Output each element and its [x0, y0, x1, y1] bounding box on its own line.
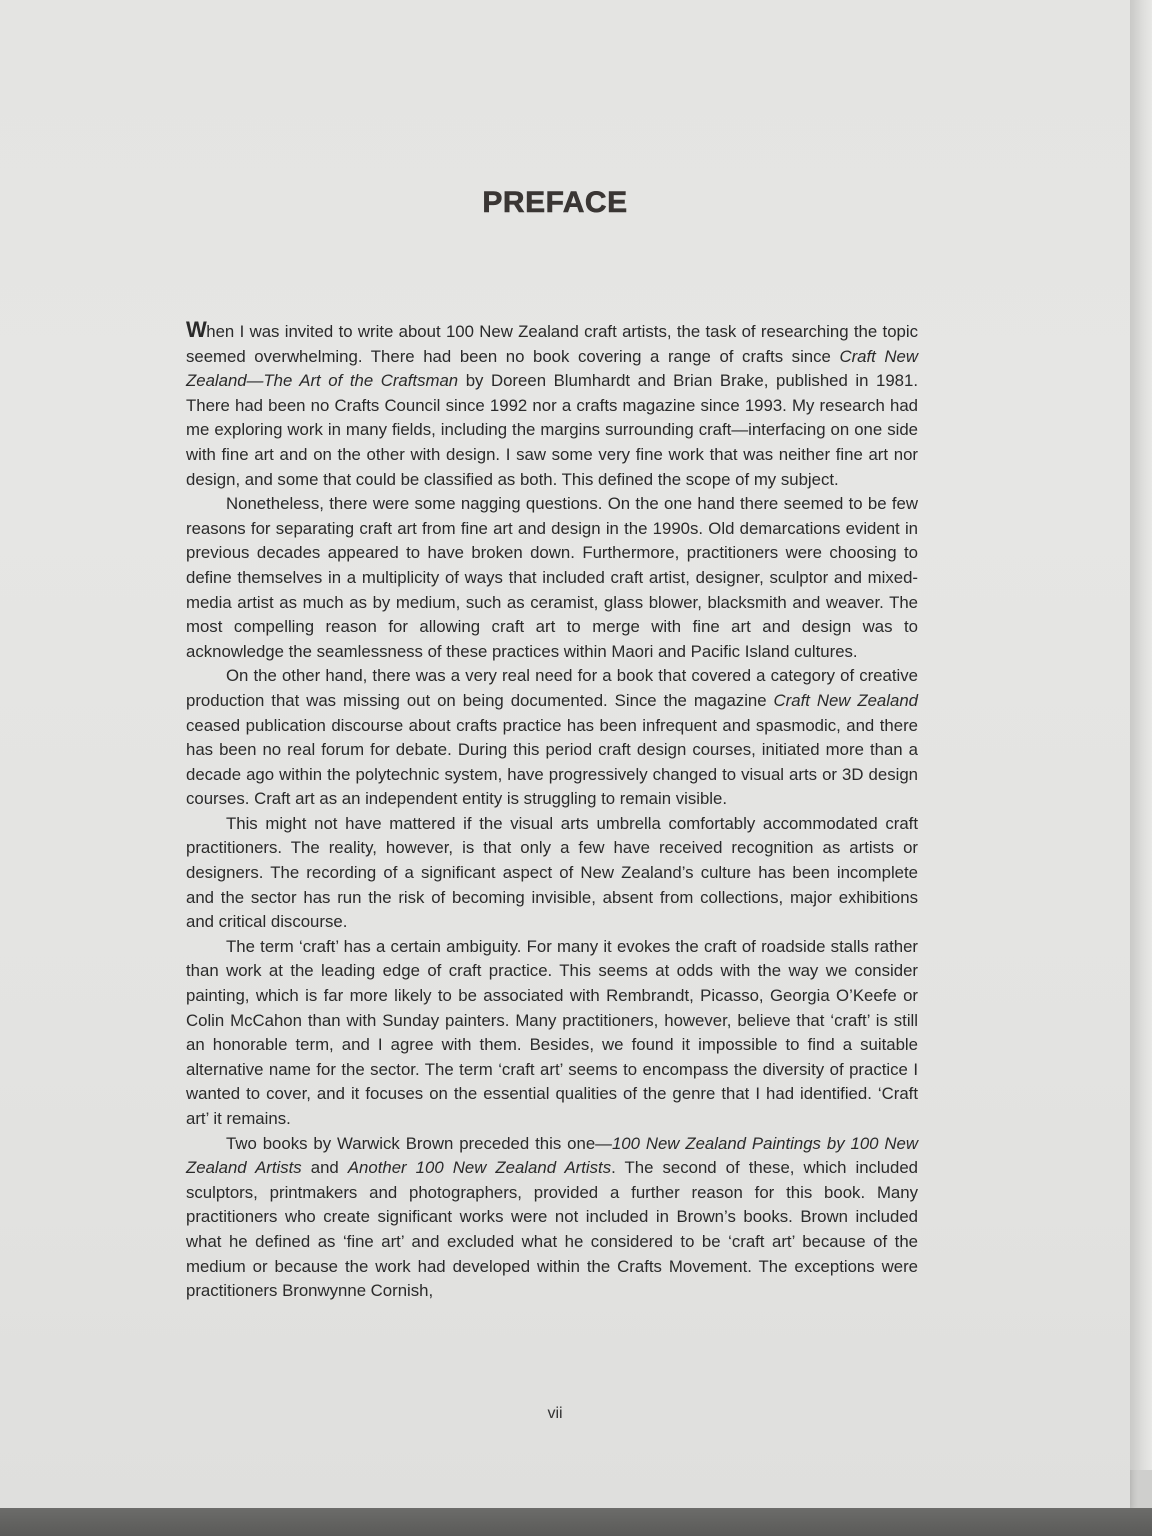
paragraph-6-text-a: Two books by Warwick Brown preceded this one— — [226, 1133, 612, 1153]
paragraph-6-text-b: and — [301, 1158, 348, 1178]
drop-cap: W — [186, 317, 207, 342]
book-title-italic: Craft New Zealand—The Art of the Craftsman — [186, 346, 918, 391]
book-title-italic-2: Another 100 New Zealand Artists — [347, 1158, 612, 1178]
paragraph-1 — [186, 318, 918, 492]
paragraph-1-text-b: by Doreen Blumhardt and Brian Brake, published in 1981. There had been no Crafts Council since 1992 nor a crafts magazine since 1993. My research had me exploring work in many fields, including the margins surrounding craft—interfacing on one side with fine art and on the other with design. I saw some very fine work that was neither fine art nor design, and some that could be classified as both. This defined the scope of my subject. — [186, 371, 919, 489]
page-number: vii — [547, 1405, 563, 1422]
paragraph-5: The term ‘craft’ has a certain ambiguity. For many it evokes the craft of roadside stalls rather than work at the leading edge of craft practice. This seems at odds with the way we consider painting, which is far more likely to be associated with Rembrandt, Picasso, Georgia O’Keefe or Colin McCahon than with Sunday painters. Many practitioners, however, believe that ‘craft’ is still an honorable term, and I agree with them. Besides, we found it impossible to find a suitable alternative name for the sector. The term ‘craft art’ seems to encompass the diversity of practice I wanted to cover, and it focuses on the essential qualities of the genre that I had identified. ‘Craft art’ it remains. — [186, 936, 918, 1128]
book-title-italic-1: 100 New Zealand Paintings by 100 New Zealand Artists — [186, 1133, 919, 1178]
paragraph-2: Nonetheless, there were some nagging questions. On the one hand there seemed to be few reasons for separating craft art from fine art and design in the 1990s. Old demarcations evident in previous decades appeared to have broken down. Furthermore, practitioners were choosing to define themselves in a multiplicity of ways that included craft artist, designer, sculptor and mixed-media artist as much as by medium, such as ceramist, glass blower, blacksmith and weaver. The most compelling reason for allowing craft art to merge with fine art and design was to acknowledge the seamlessness of these practices within Maori and Pacific Island cultures. — [186, 494, 918, 661]
page-title: PREFACE — [482, 186, 628, 219]
paragraph-6-text-c: . The second of these, which included sculptors, printmakers and photographers, provided a further reason for this book. Many practitioners who create significant works were not included in Brown’s books. Brown included what he defined as ‘fine art’ and excluded what he considered to be ‘craft art’ because of the medium or because the work had developed within the Crafts Movement. The exceptions were practitioners Bronwynne Cornish, — [186, 1158, 918, 1301]
body-text — [186, 318, 918, 1304]
page-edge-bottom — [0, 1508, 1152, 1536]
paragraph-4: This might not have mattered if the visual arts umbrella comfortably accommodated craft practitioners. The reality, however, is that only a few have received recognition as artists or designers. The recording of a significant aspect of New Zealand’s culture has been incomplete and the sector has run the risk of becoming invisible, absent from collections, major exhibitions and critical discourse. — [186, 813, 918, 932]
magazine-title-italic: Craft New Zealand — [773, 690, 918, 710]
paragraph-1-text-a: hen I was invited to write about 100 New Zealand craft artists, the task of researching the topic seemed overwhelming. There had been no book covering a range of crafts since — [186, 322, 918, 366]
paragraph-3-text-a: On the other hand, there was a very real need for a book that covered a category of creative production that was missing out on being documented. Since the magazine — [186, 666, 918, 710]
paragraph-6 — [186, 1132, 918, 1304]
paragraph-3-text-b: ceased publication discourse about crafts practice has been infrequent and spasmodic, and there has been no real forum for debate. During this period craft design courses, initiated more than a decade ago within the polytechnic system, have progressively changed to visual arts or 3D design courses. Craft art as an independent entity is struggling to remain visible. — [186, 715, 918, 809]
page-edge-right — [1130, 0, 1152, 1470]
paragraph-3 — [186, 664, 918, 812]
